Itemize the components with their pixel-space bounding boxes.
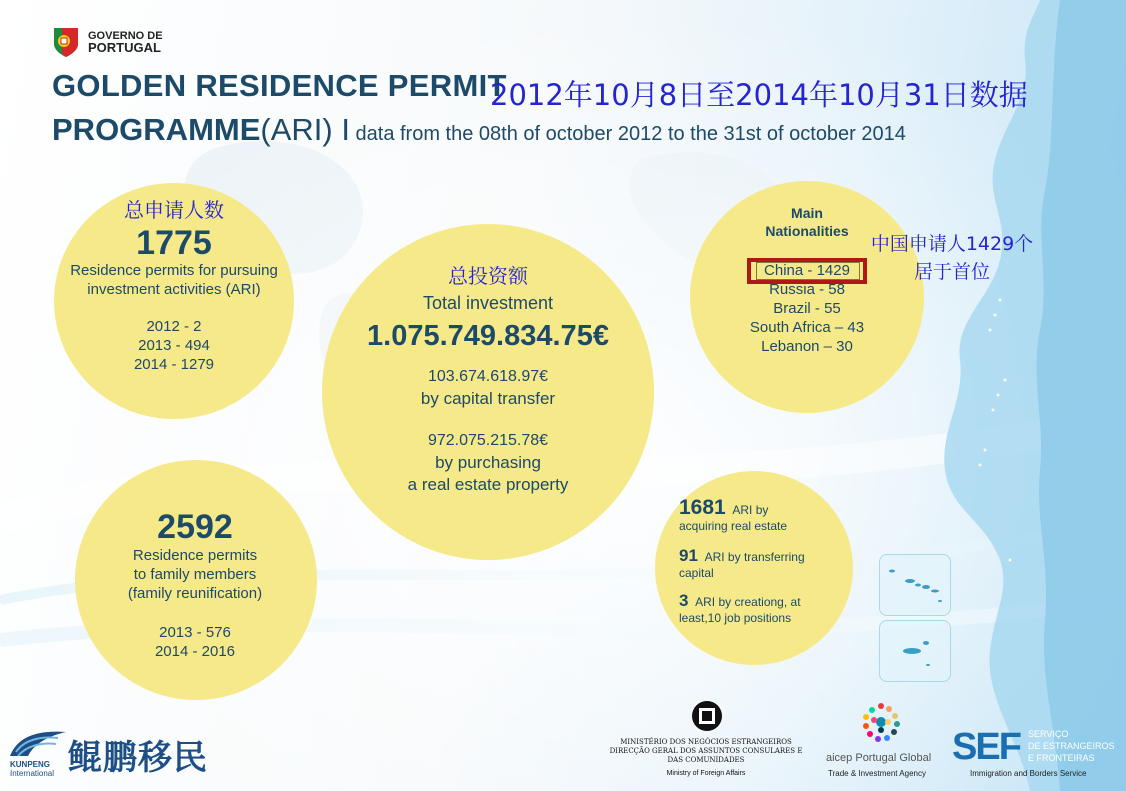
ari-type-jobs xyxy=(679,593,839,626)
sef-logo: SEF xyxy=(952,726,1020,768)
sef-text xyxy=(1028,728,1115,764)
applicants-cn-label: 总申请人数 xyxy=(124,198,224,222)
nationality-south-africa: South Africa – 43 xyxy=(749,319,865,336)
family-desc-line1: Residence permits xyxy=(132,547,258,564)
nationalities-heading-line2: Nationalities xyxy=(765,223,849,239)
nationality-russia: Russia - 58 xyxy=(769,281,845,298)
applicants-year-2013: 2013 - 494 xyxy=(138,337,210,354)
government-logo-icon xyxy=(52,26,80,58)
ministry-english: Ministry of Foreign Affairs xyxy=(666,770,746,777)
azores-map-card xyxy=(879,554,951,616)
nationality-china: China - 1429 xyxy=(764,262,850,279)
nationalities-heading-line1: Main xyxy=(791,205,823,221)
gov-logo-line2: PORTUGAL xyxy=(88,40,161,55)
aicep-subtitle: Trade & Investment Agency xyxy=(828,769,926,778)
investment-cn-label: 总投资额 xyxy=(448,264,528,288)
applicants-desc-line2: investment activities (ARI) xyxy=(87,281,261,298)
ministry-text xyxy=(608,738,804,778)
sef-text-line2: DE ESTRANGEIROS xyxy=(1028,741,1115,751)
ministry-line2: DIRECÇÃO GERAL DOS ASSUNTOS CONSULARES E xyxy=(609,747,803,755)
page-title-line2 xyxy=(52,112,906,148)
ari-jobs-text-b: least,10 job positions xyxy=(679,611,792,625)
aicep-logo-icon xyxy=(858,700,904,746)
china-note-line1: 中国申请人1429个 xyxy=(870,233,1034,255)
kunpeng-en-line2: International xyxy=(10,769,55,778)
madeira-map-card xyxy=(879,620,951,682)
investment-total: 1.075.749.834.75€ xyxy=(367,320,609,352)
family-total: 2592 xyxy=(157,508,233,546)
ari-realestate-text-b: acquiring real estate xyxy=(679,519,788,533)
kunpeng-logo-icon xyxy=(8,726,68,762)
gov-logo-line1: GOVERNO DE xyxy=(88,30,163,42)
applicants-total: 1775 xyxy=(136,224,212,262)
applicants-desc-line1: Residence permits for pursuing xyxy=(70,262,278,279)
ari-type-realestate xyxy=(679,496,839,534)
madeira-islands-icon xyxy=(880,621,950,681)
kunpeng-english-name xyxy=(10,760,54,778)
ari-jobs-text-a: ARI by creationg, at xyxy=(695,595,801,609)
investment-block xyxy=(322,262,654,496)
page-title-chinese: 2012年10月8日至2014年10月31日数据 xyxy=(490,78,1028,112)
sef-text-line1: SERVIÇO xyxy=(1028,729,1069,739)
investment-label: Total investment xyxy=(422,293,554,313)
azores-islands-icon xyxy=(880,555,950,615)
ari-type-capital xyxy=(679,548,839,581)
china-highlight-inner xyxy=(756,262,860,280)
ari-capital-text-a: ARI by transferring xyxy=(704,550,805,564)
ari-jobs-number: 3 xyxy=(679,591,689,610)
applicants-block xyxy=(54,195,294,374)
family-year-2014: 2014 - 2016 xyxy=(154,643,236,660)
sef-subtitle: Immigration and Borders Service xyxy=(970,769,1087,778)
title-date-range: data from the 08th of october 2012 to the 31st of october 2014 xyxy=(349,123,906,145)
ari-realestate-text-a: ARI by xyxy=(732,503,769,517)
title-programme: PROGRAMME xyxy=(52,112,261,147)
realestate-label1: by purchasing xyxy=(435,453,541,472)
realestate-label2: a real estate property xyxy=(407,475,569,494)
family-year-2013: 2013 - 576 xyxy=(159,624,231,641)
aicep-name: aicep Portugal Global xyxy=(826,752,932,764)
ari-capital-text-b: capital xyxy=(679,566,714,580)
ministry-emblem-icon xyxy=(684,698,730,734)
capital-label: by capital transfer xyxy=(420,389,556,408)
kunpeng-en-line1: KUNPENG xyxy=(10,760,51,769)
ari-capital-number: 91 xyxy=(679,546,698,565)
family-desc-line3: (family reunification) xyxy=(127,585,263,602)
title-ari: (ARI) I xyxy=(260,112,350,147)
china-note-line2: 居于首位 xyxy=(913,261,990,283)
family-block xyxy=(75,508,315,661)
government-logo-text xyxy=(88,31,163,53)
nationalities-heading xyxy=(740,204,874,240)
page-title-line1: GOLDEN RESIDENCE PERMIT xyxy=(52,68,507,103)
kunpeng-chinese-name: 鲲鹏移民 xyxy=(68,738,208,778)
ministry-line1: MINISTÉRIO DOS NEGÓCIOS ESTRANGEIROS xyxy=(620,738,792,746)
realestate-amount: 972.075.215.78€ xyxy=(427,432,549,449)
ministry-line3: DAS COMUNIDADES xyxy=(667,756,745,764)
ari-realestate-number: 1681 xyxy=(679,496,726,519)
sef-text-line3: E FRONTEIRAS xyxy=(1028,753,1095,763)
nationality-lebanon: Lebanon – 30 xyxy=(761,338,853,355)
china-note xyxy=(862,230,1042,286)
nationality-brazil: Brazil - 55 xyxy=(773,300,841,317)
applicants-year-2012: 2012 - 2 xyxy=(146,318,202,335)
family-desc-line2: to family members xyxy=(133,566,257,583)
capital-amount: 103.674.618.97€ xyxy=(427,368,549,385)
applicants-year-2014: 2014 - 1279 xyxy=(133,356,215,373)
